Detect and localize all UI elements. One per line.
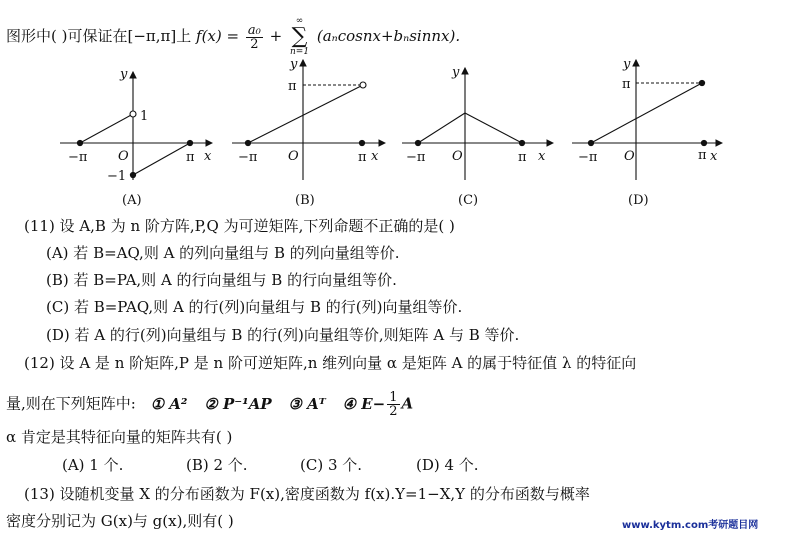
graph-a-left-segment [80,114,133,143]
graph-a-xlabel: x [204,149,212,164]
graph-a-label-1: 1 [140,109,149,124]
graph-d-negpi: −π [578,150,598,165]
graph-d-dot-end [699,80,704,85]
graph-d-ylabel: y [623,57,631,72]
q13-stem1: (13) 设随机变量 X 的分布函数为 F(x),密度函数为 f(x).Y=1−X,Y 的分布函数与概率 [24,485,590,503]
q12-item-1: ① A² [150,394,188,413]
q10-plus: + [269,27,283,45]
graph-b-xlabel: x [371,149,379,164]
q11-stem: (11) 设 A,B 为 n 阶方阵,P,Q 为可逆矩阵,下列命题不正确的是( ) [24,217,455,235]
graphs-figure [0,30,790,210]
graph-a-negpi: −π [68,150,88,165]
q10-frac-den: 2 [250,36,259,52]
graph-a-dot-bottom [130,172,135,177]
q12-option-b: (B) 2 个. [186,456,248,474]
graph-a-origin: O [118,149,129,164]
q12-half-tail: A [401,394,414,413]
q10-sum-bottom: n=1 [289,47,310,57]
graph-b-pi-y: π [288,79,297,94]
graph-a-right-segment [133,143,190,175]
graph-b-ylabel: y [290,57,298,72]
graph-d-line [591,83,702,143]
q12-half-num: 1 [389,390,398,405]
graph-b-negpi: −π [238,150,258,165]
q12-half-den: 2 [389,404,398,419]
q11-option-d: (D) 若 A 的行(列)向量组与 B 的行(列)向量组等价,则矩阵 A 与 B 等价. [46,326,520,344]
graph-a-open-top [130,111,136,117]
q12-option-c: (C) 3 个. [300,456,363,474]
q11-option-a: (A) 若 B=AQ,则 A 的列向量组与 B 的列向量组等价. [46,244,400,262]
q11-option-b: (B) 若 B=PA,则 A 的行向量组与 B 的行向量组等价. [46,271,397,289]
graph-d-origin: O [624,149,635,164]
q11-option-c: (C) 若 B=PAQ,则 A 的行(列)向量组与 B 的行(列)向量组等价. [46,298,463,316]
q13-stem2: 密度分别记为 G(x)与 g(x),则有( ) [6,512,234,530]
q10-sum-top: ∞ [295,16,304,26]
graph-c-origin: O [452,149,463,164]
q12-item-4: ④ E− [342,394,386,413]
graph-a-dot-pi [187,140,192,145]
graph-b-open-end [360,82,366,88]
graph-d-caption: (D) [628,193,649,208]
graph-c-left [418,113,465,143]
graph-c-negpi: −π [406,150,426,165]
graph-b-origin: O [288,149,299,164]
graph-b-dot-pi [359,140,364,145]
graph-a-ylabel: y [120,67,128,82]
graph-a-caption: (A) [122,193,142,208]
q12-option-a: (A) 1 个. [62,456,124,474]
graph-d-pi: π [698,148,707,163]
q12-half [387,391,399,418]
q10-series: (aₙcosnx+bₙsinnx). [316,27,461,45]
graph-a-label-neg1: −1 [107,169,127,184]
graph-b-caption: (B) [295,193,315,208]
graph-c-pi: π [518,150,527,165]
q10-frac-num: a₀ [247,22,261,38]
q10-sum-sigma: ∑ [291,24,308,49]
graph-c-dot-negpi [415,140,420,145]
graph-b-pi: π [358,150,367,165]
graph-c-right [465,113,522,143]
graph-d-xlabel: x [710,149,718,164]
q12-item-2: ② P⁻¹AP [204,394,272,413]
q10-text: 图形中( )可保证在[−π,π]上 [6,27,192,45]
graph-b-dot-negpi [245,140,250,145]
graph-a-dot-negpi [77,140,82,145]
q12-item-3: ③ Aᵀ [288,394,326,413]
q12-stem2: 量,则在下列矩阵中: [6,394,136,413]
graph-b-line [248,85,363,143]
q12-stem1: (12) 设 A 是 n 阶矩阵,P 是 n 阶可逆矩阵,n 维列向量 α 是矩阵 A 的属于特征值 λ 的特征向 [24,354,637,372]
q12-stem2-line [6,391,413,418]
graph-c-xlabel: x [538,149,546,164]
graph-c-ylabel: y [452,65,460,80]
graph-c-dot-pi [519,140,524,145]
watermark: www.kytm.com考研题目网 [622,520,759,531]
q12-option-d: (D) 4 个. [416,456,479,474]
q10-fx: f(x) [196,27,222,45]
graph-d-dot-pi [701,140,706,145]
graph-a-pi: π [186,150,195,165]
q10-eq: = [226,27,240,45]
graph-c-caption: (C) [458,193,479,208]
q12-stem3: α 肯定是其特征向量的矩阵共有( ) [6,428,233,446]
graph-d-pi-y: π [622,77,631,92]
graph-d-dot-negpi [588,140,593,145]
